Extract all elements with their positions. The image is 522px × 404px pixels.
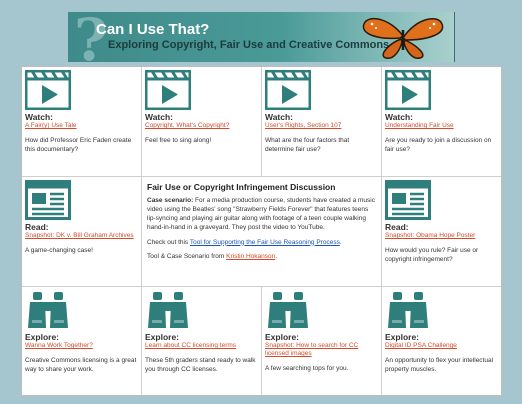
cell-description: A few searching tops for you. xyxy=(265,365,349,373)
binoculars-icon xyxy=(385,290,431,330)
document-icon xyxy=(25,180,71,220)
cell-label: Explore: xyxy=(385,332,420,342)
cell-label: Watch: xyxy=(265,112,294,122)
cell-description: A game-changing case! xyxy=(25,247,93,255)
explore-link-digital-id-psa[interactable]: Digital ID PSA Challenge xyxy=(385,342,457,349)
explore-cell-3 xyxy=(262,287,382,395)
checkout-suffix: . xyxy=(339,238,342,246)
watch-link-fairy-use-tale[interactable]: A Fair(y) Use Tale xyxy=(25,122,77,129)
discussion-heading: Fair Use or Copyright Infringement Discussion xyxy=(147,182,336,192)
watch-cell-1 xyxy=(22,67,142,177)
cell-label: Explore: xyxy=(265,332,300,342)
case-scenario-text: For a media production course, students have created a music video using the Beatles' song "Strawberry Fields Forever" that features teens lip-syncing and playing air guitar along with footage of a teen couple walking hand-in-hand in a graveyard. They post the video to YouTube. xyxy=(147,197,375,231)
butterfly-icon xyxy=(360,16,446,60)
explore-link-search-cc-images[interactable]: Snapshot: How to search for CC licensed images xyxy=(265,342,359,358)
checkout-line xyxy=(147,239,376,248)
cell-label: Read: xyxy=(25,222,49,232)
binoculars-icon xyxy=(265,290,311,330)
read-link-obama-hope-poster[interactable]: Snapshot: Obama Hope Poster xyxy=(385,232,476,239)
cell-description: Are you ready to join a discussion on fair use? xyxy=(385,137,492,153)
cell-label: Explore: xyxy=(145,332,180,342)
credit-line xyxy=(147,253,376,262)
document-icon xyxy=(385,180,431,220)
watch-link-understanding-fair-use[interactable]: Understanding Fair Use xyxy=(385,122,454,129)
case-scenario-label: Case scenario: xyxy=(147,197,194,205)
question-mark-graphic: ? xyxy=(74,12,108,62)
cell-label: Watch: xyxy=(145,112,174,122)
read-cell-2 xyxy=(382,177,501,287)
read-link-dk-v-bill-graham[interactable]: Snapshot: DK v. Bill Graham Archives xyxy=(25,232,134,239)
cell-description: What are the four factors that determine fair use? xyxy=(265,137,350,153)
case-scenario xyxy=(147,197,376,232)
kristin-hokanson-link[interactable]: Kristin Hokanson xyxy=(226,253,276,261)
cell-label: Read: xyxy=(385,222,409,232)
cell-label: Watch: xyxy=(385,112,414,122)
explore-cell-1 xyxy=(22,287,142,395)
explore-link-wanna-work-together[interactable]: Wanna Work Together? xyxy=(25,342,93,349)
explore-cell-2 xyxy=(142,287,262,395)
watch-link-copyright[interactable]: Copyright, What's Copyright? xyxy=(145,122,230,129)
watch-cell-3 xyxy=(262,67,382,177)
read-cell-1 xyxy=(22,177,142,287)
cell-description: How would you rule? Fair use or copyright infringement? xyxy=(385,247,479,263)
page-subtitle: Exploring Copyright, Fair Use and Creative Commons xyxy=(108,39,390,51)
binoculars-icon xyxy=(145,290,191,330)
video-play-icon xyxy=(265,70,311,110)
explore-link-cc-licensing-terms[interactable]: Learn about CC licensing terms xyxy=(145,342,237,349)
video-play-icon xyxy=(385,70,431,110)
cell-description: An opportunity to flex your intellectual property muscles. xyxy=(385,357,494,373)
cell-description: Feel free to sing along! xyxy=(145,137,212,145)
header-banner xyxy=(68,12,455,62)
explore-cell-4 xyxy=(382,287,501,395)
watch-link-users-rights[interactable]: User's Rights, Section 107 xyxy=(265,122,342,129)
watch-cell-4 xyxy=(382,67,501,177)
video-play-icon xyxy=(25,70,71,110)
credit-prefix: Tool & Case Scenario from xyxy=(147,253,227,261)
credit-suffix: . xyxy=(275,253,278,261)
cell-label: Watch: xyxy=(25,112,54,122)
watch-cell-2 xyxy=(142,67,262,177)
cell-description: These 5th graders stand ready to walk you through CC licenses. xyxy=(145,357,256,373)
fair-use-tool-link[interactable]: Tool for Supporting the Fair Use Reasoning Process xyxy=(189,238,340,246)
video-play-icon xyxy=(145,70,191,110)
page-title: Can I Use That? xyxy=(96,21,210,38)
binoculars-icon xyxy=(25,290,71,330)
resource-grid xyxy=(21,66,502,396)
checkout-prefix: Check out this xyxy=(147,238,190,246)
cell-label: Explore: xyxy=(25,332,60,342)
discussion-cell xyxy=(142,177,382,287)
cell-description: How did Professor Eric Faden create this documentary? xyxy=(25,137,132,153)
cell-description: Creative Commons licensing is a great way to share your work. xyxy=(25,357,137,373)
